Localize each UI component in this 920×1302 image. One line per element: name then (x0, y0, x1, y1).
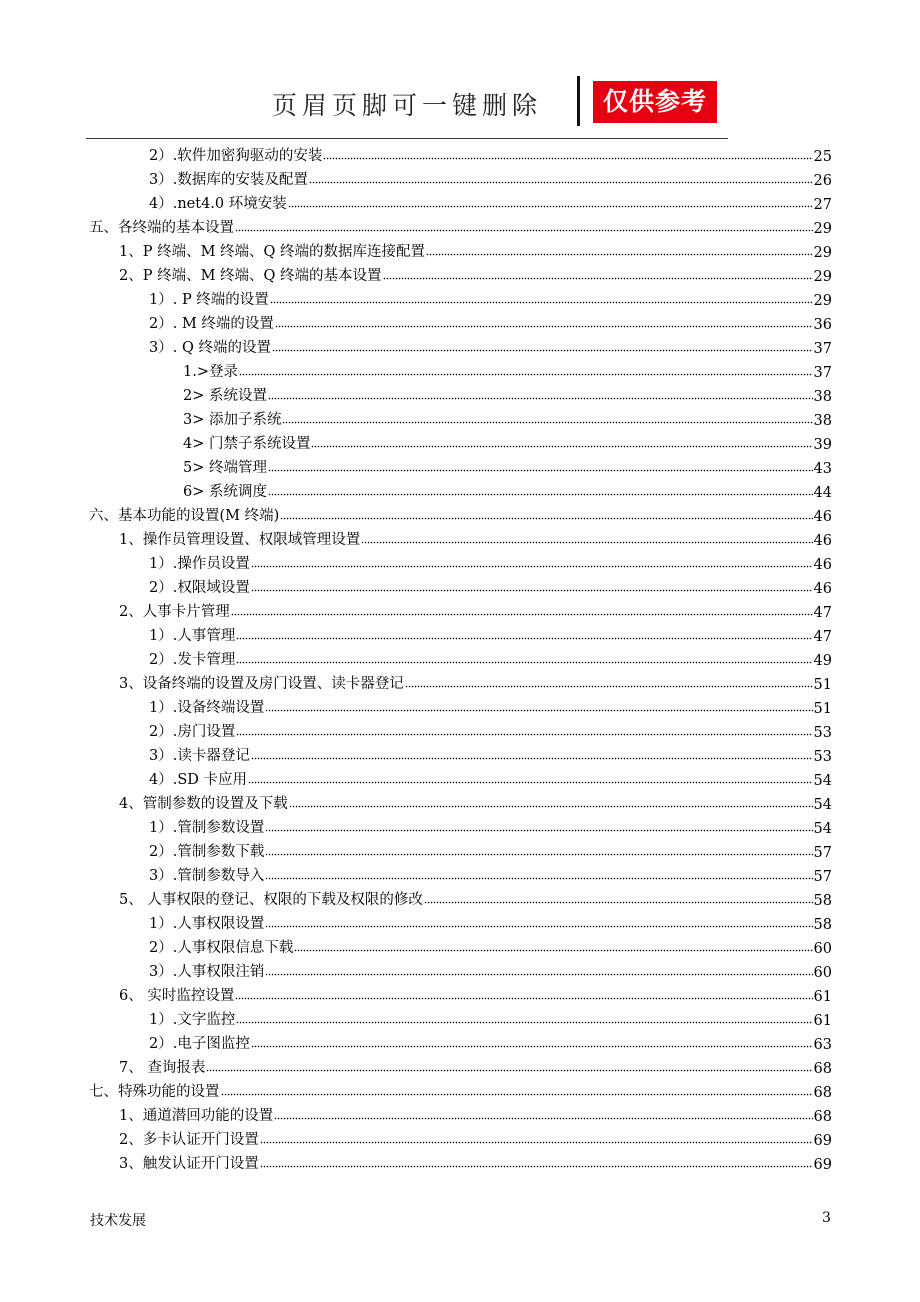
toc-entry[interactable] (89, 453, 832, 477)
toc-entry-label: 2）.电子图监控 (149, 1036, 250, 1052)
toc-entry[interactable] (89, 141, 832, 165)
toc-entry-page: 37 (813, 365, 832, 381)
toc-entry[interactable] (89, 933, 832, 957)
toc-entry-page: 68 (813, 1085, 832, 1101)
toc-entry-page: 53 (813, 725, 832, 741)
toc-dot-leader (251, 588, 813, 592)
toc-entry-page: 53 (813, 749, 832, 765)
toc-entry-label: 1、通道潜回功能的设置 (119, 1108, 274, 1124)
toc-dot-leader (236, 732, 812, 736)
toc-entry-label: 6> 系统调度 (183, 484, 267, 500)
toc-entry-label: 7、 查询报表 (119, 1060, 206, 1076)
toc-dot-leader (265, 972, 812, 976)
toc-entry-page: 58 (813, 893, 832, 909)
toc-entry-page: 38 (813, 389, 832, 405)
toc-dot-leader (294, 948, 812, 952)
toc-entry-page: 51 (813, 677, 832, 693)
toc-entry[interactable] (89, 165, 832, 189)
toc-entry-page: 38 (813, 413, 832, 429)
toc-entry-label: 2> 系统设置 (183, 388, 267, 404)
toc-entry-page: 61 (813, 1013, 832, 1029)
toc-dot-leader (268, 468, 813, 472)
toc-dot-leader (239, 372, 813, 376)
toc-dot-leader (251, 1044, 813, 1048)
toc-entry-label: 1）.人事权限设置 (149, 916, 265, 932)
toc-entry-label: 5、 人事权限的登记、权限的下载及权限的修改 (119, 892, 423, 908)
toc-entry-page: 63 (813, 1037, 832, 1053)
toc-entry[interactable] (89, 837, 832, 861)
toc-entry-label: 1.>登录 (183, 364, 238, 380)
toc-entry[interactable] (89, 741, 832, 765)
toc-dot-leader (383, 276, 813, 280)
toc-entry[interactable] (89, 693, 832, 717)
toc-entry-page: 46 (813, 533, 832, 549)
toc-dot-leader (265, 876, 812, 880)
toc-entry[interactable] (89, 1029, 832, 1053)
toc-dot-leader (323, 156, 812, 160)
toc-dot-leader (265, 828, 812, 832)
toc-dot-leader (282, 420, 812, 424)
toc-entry[interactable] (89, 861, 832, 885)
toc-dot-leader (221, 1092, 813, 1096)
toc-entry-page: 26 (813, 173, 832, 189)
toc-dot-leader (289, 804, 813, 808)
toc-entry-label: 3）.读卡器登记 (149, 748, 250, 764)
page-number: 3 (822, 1210, 831, 1226)
toc-entry[interactable] (89, 1149, 832, 1173)
toc-dot-leader (280, 516, 812, 520)
toc-entry-page: 69 (813, 1157, 832, 1173)
toc-entry-page: 69 (813, 1133, 832, 1149)
toc-entry-label: 3）.人事权限注销 (149, 964, 265, 980)
toc-dot-leader (235, 996, 812, 1000)
toc-entry-label: 2、人事卡片管理 (119, 604, 230, 620)
toc-dot-leader (236, 1020, 812, 1024)
toc-entry[interactable] (89, 1125, 832, 1149)
toc-entry-page: 27 (813, 197, 832, 213)
toc-entry[interactable] (89, 669, 832, 693)
toc-entry-label: 3）.数据库的安装及配置 (149, 172, 308, 188)
toc-entry-page: 60 (813, 941, 832, 957)
toc-dot-leader (248, 780, 813, 784)
toc-entry-page: 68 (813, 1109, 832, 1125)
toc-dot-leader (251, 756, 813, 760)
toc-entry[interactable] (89, 1101, 832, 1125)
toc-entry-label: 2、多卡认证开门设置 (119, 1132, 259, 1148)
toc-entry[interactable] (89, 189, 832, 213)
toc-entry[interactable] (89, 309, 832, 333)
toc-dot-leader (236, 636, 812, 640)
toc-entry[interactable] (89, 429, 832, 453)
toc-entry-page: 54 (813, 821, 832, 837)
reference-only-badge: 仅供参考 (593, 81, 717, 123)
toc-entry-label: 3> 添加子系统 (183, 412, 282, 428)
toc-entry-label: 4、管制参数的设置及下载 (119, 796, 288, 812)
toc-dot-leader (426, 252, 813, 256)
toc-dot-leader (251, 564, 813, 568)
page-header (0, 0, 920, 140)
toc-entry[interactable] (89, 765, 832, 789)
toc-entry[interactable] (89, 621, 832, 645)
toc-entry[interactable] (89, 1077, 832, 1101)
toc-dot-leader (260, 1140, 813, 1144)
toc-dot-leader (275, 324, 813, 328)
toc-entry-label: 3、触发认证开门设置 (119, 1156, 259, 1172)
toc-entry-page: 29 (813, 269, 832, 285)
toc-dot-leader (231, 612, 813, 616)
header-rule (86, 138, 728, 139)
toc-dot-leader (311, 444, 812, 448)
toc-entry[interactable] (89, 381, 832, 405)
toc-entry-page: 39 (813, 437, 832, 453)
toc-entry-label: 七、特殊功能的设置 (89, 1084, 220, 1100)
toc-entry-page: 44 (813, 485, 832, 501)
toc-entry[interactable] (89, 957, 832, 981)
toc-entry-label: 6、 实时监控设置 (119, 988, 235, 1004)
toc-entry-label: 1）.管制参数设置 (149, 820, 265, 836)
toc-entry-page: 60 (813, 965, 832, 981)
toc-dot-leader (274, 1116, 812, 1120)
toc-entry-label: 1）.人事管理 (149, 628, 236, 644)
toc-entry-page: 43 (813, 461, 832, 477)
toc-entry-label: 1、操作员管理设置、权限域管理设置 (119, 532, 361, 548)
toc-entry-label: 2）.人事权限信息下载 (149, 940, 294, 956)
toc-entry-label: 4）.SD 卡应用 (149, 772, 248, 788)
toc-entry-label: 5> 终端管理 (183, 460, 267, 476)
toc-entry[interactable] (89, 573, 832, 597)
toc-entry-label: 2）.管制参数下载 (149, 844, 265, 860)
toc-dot-leader (270, 300, 813, 304)
toc-entry-page: 51 (813, 701, 832, 717)
toc-entry-label: 4）.net4.0 环境安装 (149, 196, 287, 212)
toc-entry[interactable] (89, 981, 832, 1005)
toc-entry-page: 58 (813, 917, 832, 933)
toc-entry[interactable] (89, 501, 832, 525)
toc-entry[interactable] (89, 645, 832, 669)
toc-entry[interactable] (89, 717, 832, 741)
toc-entry-page: 46 (813, 557, 832, 573)
toc-entry-label: 2）.权限域设置 (149, 580, 250, 596)
toc-dot-leader (268, 396, 813, 400)
toc-entry-page: 57 (813, 869, 832, 885)
toc-entry-label: 3）.管制参数导入 (149, 868, 265, 884)
toc-entry[interactable] (89, 549, 832, 573)
toc-entry-page: 29 (813, 221, 832, 237)
toc-entry-page: 36 (813, 317, 832, 333)
toc-entry[interactable] (89, 525, 832, 549)
toc-entry-page: 68 (813, 1061, 832, 1077)
toc-entry-label: 1）.操作员设置 (149, 556, 250, 572)
toc-entry-page: 47 (813, 605, 832, 621)
toc-entry-page: 25 (813, 149, 832, 165)
toc-dot-leader (260, 1164, 813, 1168)
toc-entry-label: 2）.软件加密狗驱动的安装 (149, 148, 323, 164)
toc-entry[interactable] (89, 813, 832, 837)
header-text: 页眉页脚可一键删除 (272, 91, 543, 120)
toc-entry[interactable] (89, 789, 832, 813)
toc-entry-page: 54 (813, 797, 832, 813)
toc-entry[interactable] (89, 333, 832, 357)
toc-entry[interactable] (89, 1053, 832, 1077)
toc-entry-page: 49 (813, 653, 832, 669)
toc-entry-page: 37 (813, 341, 832, 357)
toc-entry[interactable] (89, 357, 832, 381)
toc-dot-leader (236, 660, 812, 664)
toc-entry[interactable] (89, 885, 832, 909)
toc-dot-leader (265, 924, 812, 928)
toc-entry-label: 1、P 终端、M 终端、Q 终端的数据库连接配置 (119, 244, 426, 260)
toc-entry-label: 1）. P 终端的设置 (149, 292, 269, 308)
toc-dot-leader (309, 180, 813, 184)
toc-entry[interactable] (89, 285, 832, 309)
toc-entry-label: 4> 门禁子系统设置 (183, 436, 311, 452)
toc-entry-page: 29 (813, 293, 832, 309)
footer-label: 技术发展 (90, 1213, 146, 1229)
toc-entry-label: 1）.设备终端设置 (149, 700, 265, 716)
toc-entry[interactable] (89, 213, 832, 237)
toc-entry[interactable] (89, 261, 832, 285)
toc-entry[interactable] (89, 405, 832, 429)
toc-entry-page: 54 (813, 773, 832, 789)
toc-dot-leader (288, 204, 813, 208)
toc-dot-leader (272, 348, 813, 352)
toc-entry[interactable] (89, 597, 832, 621)
toc-dot-leader (405, 684, 813, 688)
toc-entry-label: 五、各终端的基本设置 (89, 220, 234, 236)
toc-entry-label: 2）. M 终端的设置 (149, 316, 274, 332)
toc-entry-label: 1）.文字监控 (149, 1012, 236, 1028)
toc-entry-label: 2、P 终端、M 终端、Q 终端的基本设置 (119, 268, 382, 284)
toc-dot-leader (265, 852, 812, 856)
toc-entry[interactable] (89, 1005, 832, 1029)
table-of-contents (89, 141, 832, 1173)
toc-dot-leader (235, 228, 813, 232)
toc-entry-page: 47 (813, 629, 832, 645)
toc-dot-leader (361, 540, 812, 544)
toc-entry-label: 3）. Q 终端的设置 (149, 340, 271, 356)
toc-entry[interactable] (89, 477, 832, 501)
toc-entry-page: 29 (813, 245, 832, 261)
toc-dot-leader (424, 900, 813, 904)
toc-entry-label: 六、基本功能的设置(M 终端) (89, 508, 280, 524)
toc-dot-leader (268, 492, 813, 496)
toc-entry[interactable] (89, 237, 832, 261)
toc-dot-leader (206, 1068, 812, 1072)
toc-entry-page: 46 (813, 581, 832, 597)
toc-dot-leader (265, 708, 812, 712)
toc-entry-label: 3、设备终端的设置及房门设置、读卡器登记 (119, 676, 404, 692)
toc-entry-page: 46 (813, 509, 832, 525)
header-divider (577, 76, 580, 126)
toc-entry-label: 2）.发卡管理 (149, 652, 236, 668)
toc-entry-label: 2）.房门设置 (149, 724, 236, 740)
toc-entry[interactable] (89, 909, 832, 933)
toc-entry-page: 57 (813, 845, 832, 861)
toc-entry-page: 61 (813, 989, 832, 1005)
